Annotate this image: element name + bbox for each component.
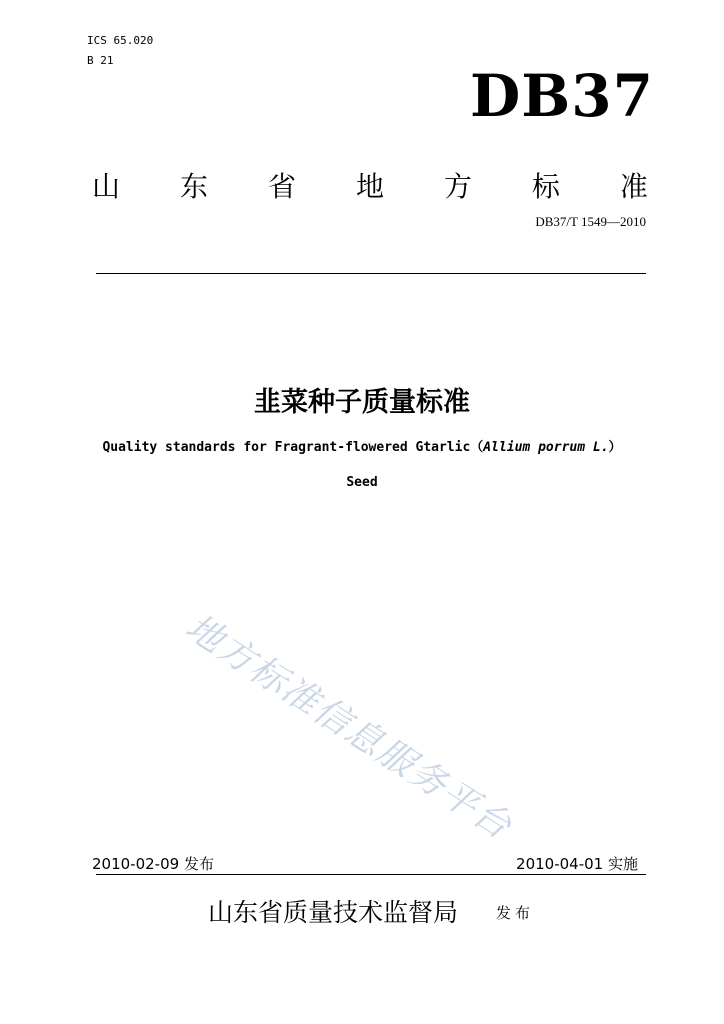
- title-english: [0, 436, 724, 455]
- issuer: 山东省质量技术监督局: [208, 898, 459, 927]
- standard-type-char: 地: [355, 170, 384, 203]
- standard-type-char: 方: [443, 170, 472, 203]
- standard-type-char: 山: [92, 170, 121, 203]
- standard-type-char: 省: [267, 170, 296, 203]
- title-chinese: 韭菜种子质量标准: [254, 387, 470, 418]
- issuer-action: 发布: [496, 904, 535, 922]
- title-english-prefix: Quality standards for Fragrant-flowered Gtarlic（: [102, 440, 484, 455]
- standard-type-char: 标: [531, 170, 560, 203]
- standard-type-char: 东: [179, 170, 208, 203]
- standard-type: [92, 165, 648, 205]
- standard-number: DB37/T 1549—2010: [535, 214, 646, 229]
- header-divider: [96, 273, 646, 274]
- title-english-suffix: ）: [608, 440, 622, 455]
- db-code: DB37: [469, 62, 654, 130]
- title-english-latin: Allium porrum L.: [483, 440, 609, 455]
- ics-code: ICS 65.020: [87, 34, 154, 47]
- watermark: 地方标准信息服务平台: [178, 606, 520, 849]
- category-code: B 21: [87, 54, 114, 67]
- standard-type-char: 准: [619, 170, 648, 203]
- issue-date: 2010-02-09 发布: [92, 855, 214, 873]
- footer-divider: [96, 874, 646, 875]
- implementation-date: 2010-04-01 实施: [516, 855, 638, 873]
- title-english-line2: Seed: [346, 475, 378, 490]
